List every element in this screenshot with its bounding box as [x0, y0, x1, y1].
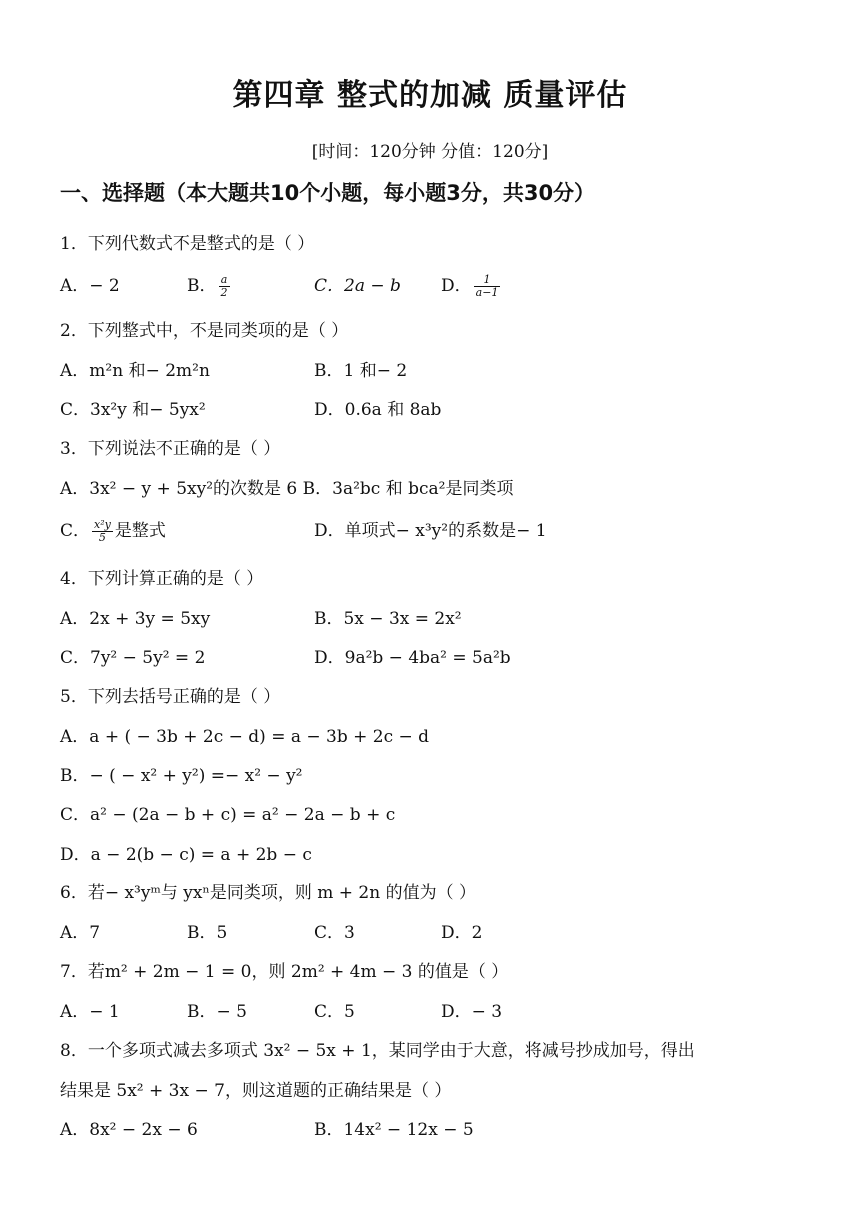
question-5: 5．下列去括号正确的是（ ） — [60, 687, 281, 707]
option-c-text: 是整式 — [114, 521, 166, 541]
option-c — [60, 516, 166, 544]
option-b: B．5x − 3x = 2x² — [314, 609, 462, 629]
question-1: 1．下列代数式不是整式的是（ ） — [60, 234, 315, 254]
option-c-label: C． — [60, 521, 91, 541]
option-a: A．2x + 3y = 5xy — [60, 609, 211, 629]
section-heading: 一、选择题（本大题共10个小题，每小题3分，共30分） — [60, 181, 596, 205]
option-d: D．a − 2(b − c) = a + 2b − c — [60, 845, 312, 865]
option-d: D．单项式− x³y²的系数是− 1 — [314, 521, 547, 541]
question-3-options-row1: A．3x² − y + 5xy²的次数是 6 B．3a²bc 和 bca²是同类项 — [60, 479, 514, 499]
option-c: C．2a − b — [314, 276, 401, 296]
option-d-label: D． — [441, 276, 472, 296]
option-c: C．a² − (2a − b + c) = a² − 2a − b + c — [60, 805, 396, 825]
option-a: A．m²n 和− 2m²n — [60, 361, 210, 381]
fraction: $\frac{1}{a-1}$ — [475, 273, 499, 299]
option-d: D．9a²b − 4ba² = 5a²b — [314, 648, 511, 668]
option-b: B．− 5 — [187, 1002, 247, 1022]
option-c: C．7y² − 5y² = 2 — [60, 648, 206, 668]
option-b: B．− ( − x² + y²) =− x² − y² — [60, 766, 303, 786]
option-a: A．− 2 — [60, 276, 120, 296]
option-c: C．3 — [314, 923, 355, 943]
fraction: $\frac{a}{2}$ — [220, 273, 228, 299]
option-c: C．5 — [314, 1002, 355, 1022]
option-d: D．2 — [441, 923, 483, 943]
question-8: 8．一个多项式减去多项式 3x² − 5x + 1，某同学由于大意，将减号抄成加号，得出 — [60, 1041, 695, 1061]
option-b: B．5 — [187, 923, 228, 943]
question-8-continued: 结果是 5x² + 3x − 7，则这道题的正确结果是（ ） — [60, 1081, 452, 1101]
option-d: D．− 3 — [441, 1002, 503, 1022]
option-b — [187, 271, 232, 299]
option-a: A．− 1 — [60, 1002, 120, 1022]
exam-info: [时间：120分钟 分值：120分] — [311, 142, 549, 162]
option-a: A．8x² − 2x − 6 — [60, 1120, 198, 1140]
option-b: B．1 和− 2 — [314, 361, 408, 381]
option-c: C．3x²y 和− 5yx² — [60, 400, 206, 420]
question-4: 4．下列计算正确的是（ ） — [60, 569, 264, 589]
question-6: 6．若− x³yᵐ与 yxⁿ是同类项，则 m + 2n 的值为（ ） — [60, 883, 476, 903]
question-7: 7．若m² + 2m − 1 = 0，则 2m² + 4m − 3 的值是（ ） — [60, 962, 509, 982]
question-3: 3．下列说法不正确的是（ ） — [60, 439, 281, 459]
option-d — [441, 271, 502, 299]
fraction: $\frac{\text{x²y}}{5}$ — [94, 518, 111, 544]
option-a: A．a + ( − 3b + 2c − d) = a − 3b + 2c − d — [60, 727, 430, 747]
option-d: D．0.6a 和 8ab — [314, 400, 442, 420]
question-2: 2．下列整式中，不是同类项的是（ ） — [60, 321, 349, 341]
option-b-label: B． — [187, 276, 217, 296]
page-title: 第四章 整式的加减 质量评估 — [232, 78, 628, 113]
option-a: A．7 — [60, 923, 101, 943]
option-b: B．14x² − 12x − 5 — [314, 1120, 474, 1140]
